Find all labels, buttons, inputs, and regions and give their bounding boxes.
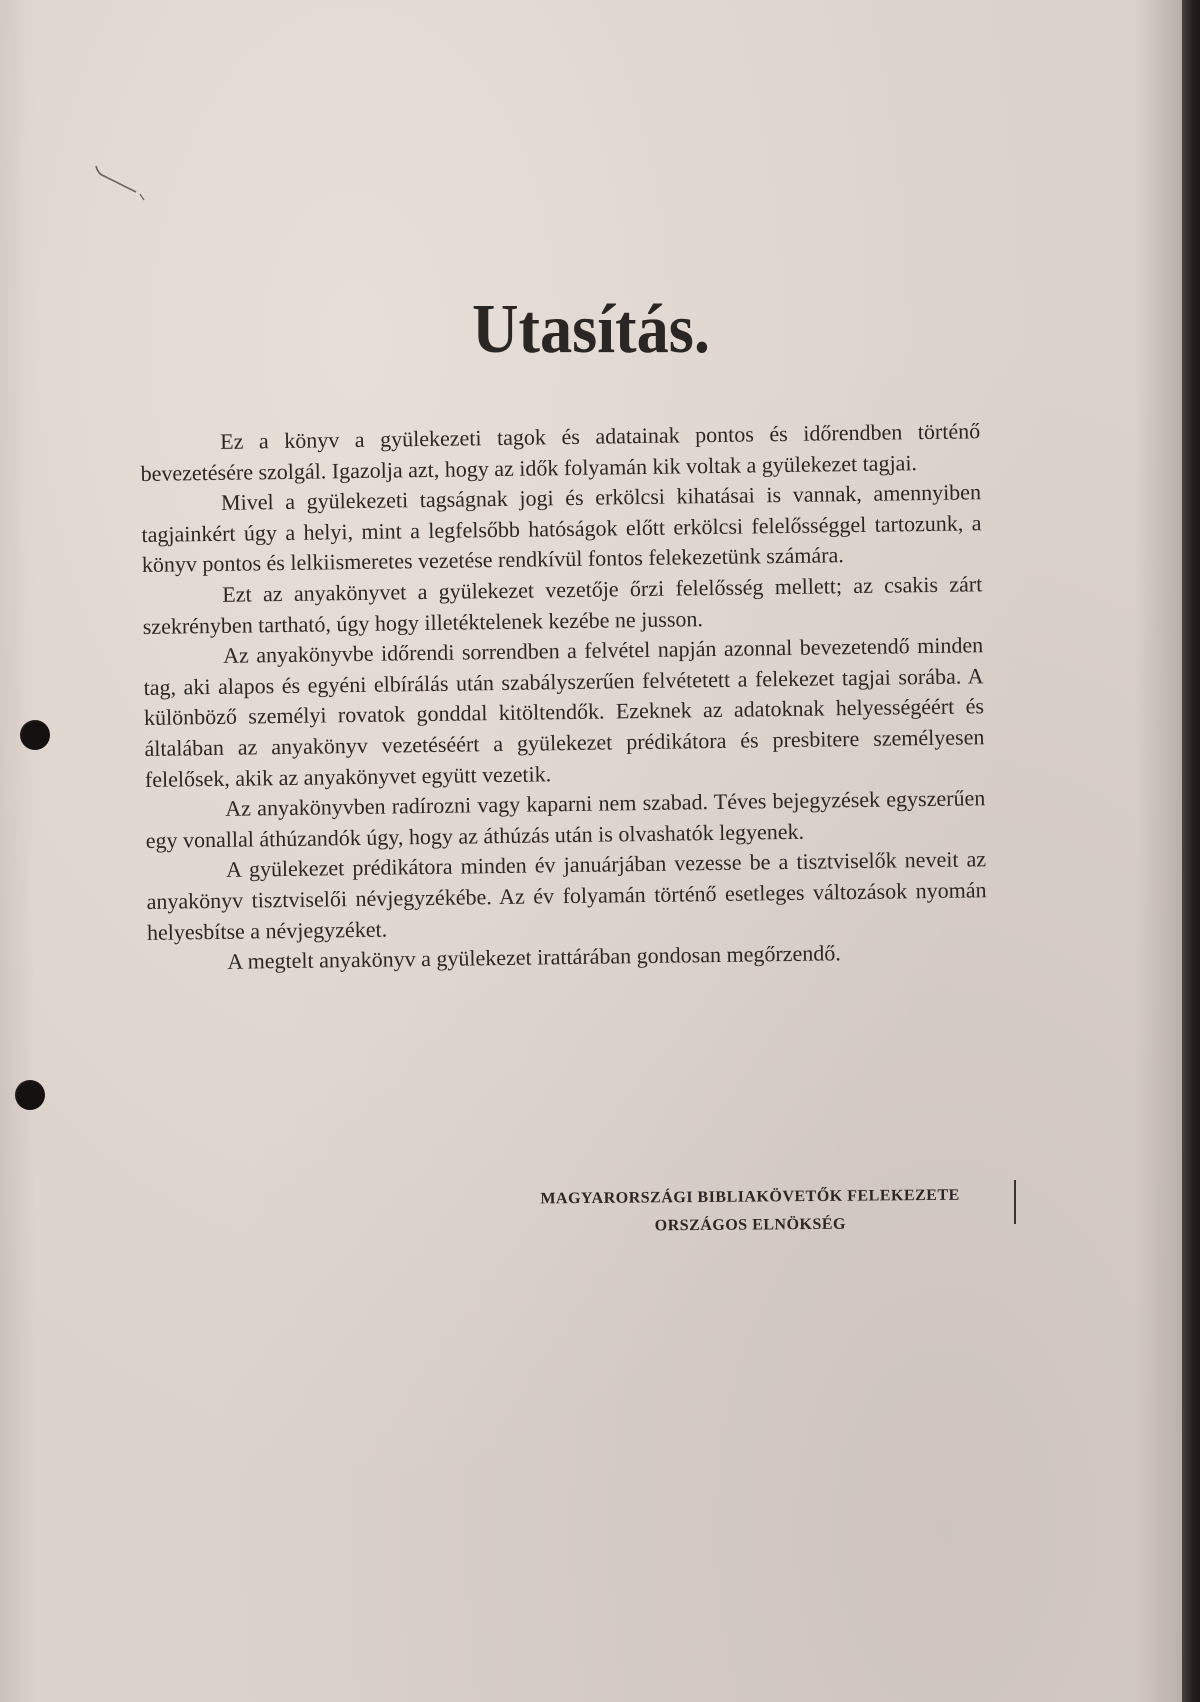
signature-organization: MAGYARORSZÁGI BIBLIAKÖVETŐK FELEKEZETE (540, 1186, 960, 1208)
signature-office: ORSZÁGOS ELNÖKSÉG (654, 1215, 847, 1235)
margin-rule (1014, 1180, 1016, 1224)
paragraph: A gyülekezet prédikátora minden év januárjában vezesse be a tisztviselők neveit az anyakönyv tisztviselői névjegyzékébe. Az év folyamán történő esetleges változások nyomán helyesbítse a névjegyzéket. (146, 846, 987, 945)
book-binding-edge (1182, 0, 1200, 1702)
paragraph: Ez a könyv a gyülekezeti tagok és adatainak pontos és időrendben történő bevezetésére szolgál. Igazolja azt, hogy az idők folyamán kik voltak a gyülekezet tagjai. (140, 418, 981, 486)
paragraph: Az anyakönyvben radírozni vagy kaparni nem szabad. Téves bejegyzések egyszerűen egy vonallal áthúzandók úgy, hogy az áthúzás után is olvashatók legyenek. (145, 785, 986, 853)
paragraph: A megtelt anyakönyv a gyülekezet irattárában gondosan megőrzendő. (227, 940, 841, 974)
punch-hole (15, 1080, 45, 1110)
instruction-text (140, 416, 988, 978)
paragraph: Ezt az anyakönyvet a gyülekezet vezetője őrzi felelősség mellett; az csakis zárt szekrényben tartható, úgy hogy illetéktelenek kezébe ne jusson. (142, 571, 983, 639)
pencil-mark (92, 162, 152, 202)
paragraph: Az anyakönyvbe időrendi sorrendben a felvétel napján azonnal bevezetendő minden tag, aki alapos és egyéni elbírálás után szabályszerűen felvétetett a felekezet tagjai sorába. A különböző személyi rovatok gonddal kitöltendők. Ezeknek az adatoknak helyességéért és általában az anyakönyv vezetéséért a gyülekezet prédikátora és presbitere személyesen felelősek, akik az anyakönyvet együtt vezetik. (143, 632, 985, 792)
page-title: Utasítás. (472, 291, 710, 368)
paragraph: Mivel a gyülekezeti tagságnak jogi és erkölcsi kihatásai is vannak, amennyiben tagjainkért úgy a helyi, mint a legfelsőbb hatóságok előtt erkölcsi felelősséggel tartozunk, a könyv pontos és lelkiismeretes vezetése rendkívül fontos felekezetünk számára. (141, 479, 982, 578)
punch-hole (20, 720, 50, 750)
signature-block (470, 1181, 1030, 1242)
